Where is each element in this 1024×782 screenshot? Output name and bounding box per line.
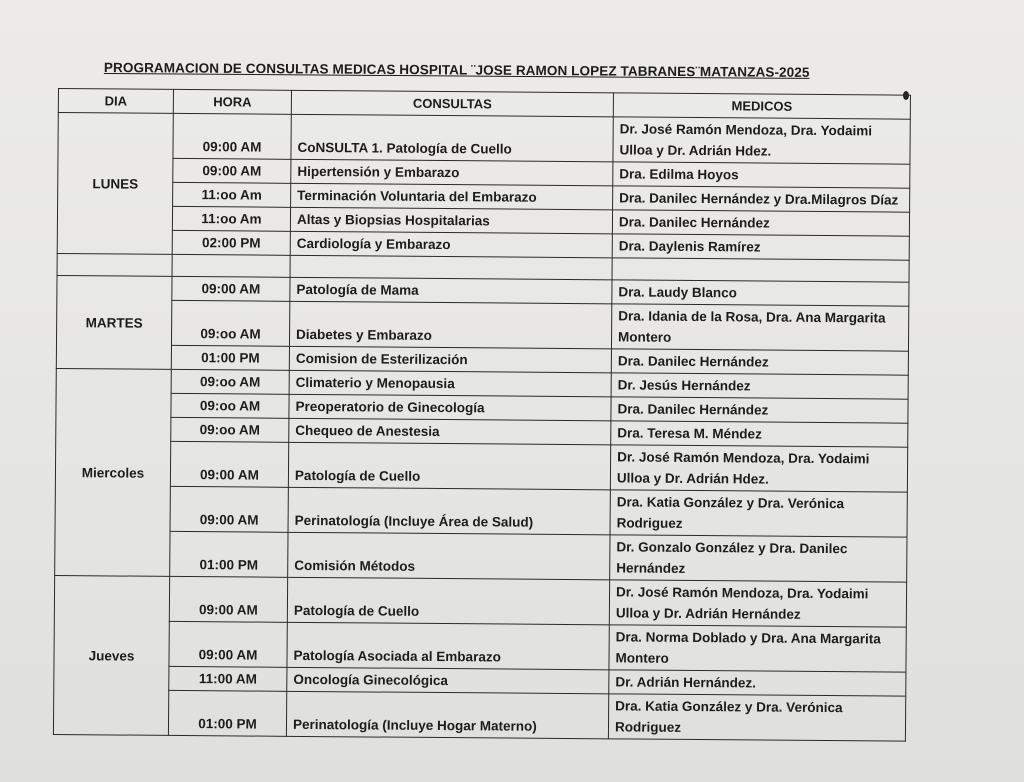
consulta-cell: Patología de Cuello [287, 577, 609, 625]
time-cell: 11:oo Am [172, 206, 290, 231]
medicos-cell: Dra. Laudy Blanco [612, 280, 909, 306]
time-cell: 01:00 PM [168, 690, 286, 736]
header-medicos: MEDICOS [613, 93, 910, 119]
medicos-cell: Dra. Idania de la Rosa, Dra. Ana Margarita Montero [611, 304, 908, 351]
medicos-cell: Dra. Danilec Hernández [611, 397, 908, 423]
consulta-cell: Perinatología (Incluye Área de Salud) [288, 487, 610, 535]
medicos-cell: Dr. Jesús Hernández [611, 373, 908, 399]
consulta-cell: Comision de Esterilización [289, 346, 611, 373]
medicos-cell: Dra. Danilec Hernández [612, 210, 909, 236]
time-cell: 01:00 PM [171, 345, 289, 370]
table-row [55, 530, 907, 582]
time-cell: 09:00 AM [173, 158, 291, 183]
time-cell: 09:oo AM [171, 369, 289, 394]
time-cell: 09:00 AM [169, 621, 287, 667]
schedule-table [53, 88, 911, 742]
consulta-cell: Chequeo de Anestesia [289, 418, 611, 445]
consulta-cell: Diabetes y Embarazo [289, 301, 611, 349]
consulta-cell: Patología de Cuello [288, 442, 610, 490]
consulta-cell: Altas y Biopsias Hospitalarias [290, 207, 612, 234]
table-row [54, 575, 906, 627]
medicos-cell: Dra. Norma Doblado y Dra. Ana Margarita Montero [609, 625, 906, 672]
time-cell: 09:00 AM [170, 441, 288, 487]
time-cell: 09:00 AM [170, 486, 288, 532]
consulta-cell: Preoperatorio de Ginecología [289, 394, 611, 421]
day-cell: LUNES [57, 113, 173, 255]
day-cell: Miercoles [55, 368, 172, 576]
table-row [54, 620, 906, 672]
consulta-cell: Patología Asociada al Embarazo [287, 622, 609, 670]
page-title: PROGRAMACION DE CONSULTAS MEDICAS HOSPITAL ¨JOSE RAMON LOPEZ TABRANES¨MATANZAS-2025 [103, 60, 810, 80]
table-row [53, 689, 905, 741]
medicos-cell: Dr. Adrián Hernández. [609, 670, 906, 696]
medicos-cell: Dr. José Ramón Mendoza, Dra. Yodaimi Ulloa y Dr. Adrián Hernández [609, 580, 906, 627]
medicos-cell: Dra. Teresa M. Méndez [611, 421, 908, 447]
medicos-cell: Dr. José Ramón Mendoza, Dra. Yodaimi Ulloa y Dr. Adrián Hdez. [613, 117, 910, 164]
header-consultas: CONSULTAS [291, 90, 613, 117]
consulta-cell: Comisión Métodos [288, 532, 610, 580]
time-cell: 09:oo AM [171, 393, 289, 418]
time-cell: 09:oo AM [171, 417, 289, 442]
time-cell: 09:00 AM [172, 276, 290, 301]
header-hora: HORA [173, 89, 291, 114]
table-row [55, 485, 907, 537]
day-cell: MARTES [56, 275, 172, 369]
time-cell: 09:00 AM [169, 576, 287, 622]
medicos-cell: Dr. José Ramón Mendoza, Dra. Yodaimi Ulloa y Dr. Adrián Hdez. [610, 445, 907, 492]
consulta-cell: Oncología Ginecológica [287, 667, 609, 694]
medicos-cell: Dra. Daylenis Ramírez [612, 234, 909, 260]
medicos-cell: Dra. Edilma Hoyos [613, 162, 910, 188]
consulta-cell: Climaterio y Menopausia [289, 370, 611, 397]
table-row [56, 299, 908, 351]
consulta-cell: Hipertensión y Embarazo [291, 159, 613, 186]
day-cell: Jueves [53, 575, 169, 735]
medicos-cell: Dr. Gonzalo González y Dra. Danilec Hernández [610, 535, 907, 582]
time-cell: 02:00 PM [172, 230, 290, 255]
consulta-cell: Cardiología y Embarazo [290, 231, 612, 258]
table-body [53, 113, 910, 742]
consulta-cell: Terminación Voluntaria del Embarazo [291, 183, 613, 210]
medicos-cell: Dra. Katia González y Dra. Verónica Rodriguez [610, 490, 907, 537]
table-row [55, 440, 907, 492]
time-cell: 09:oo AM [171, 300, 289, 346]
consulta-cell: CoNSULTA 1. Patología de Cuello [291, 114, 613, 162]
consulta-cell: Perinatología (Incluye Hogar Materno) [286, 691, 608, 739]
medicos-cell: Dra. Katia González y Dra. Verónica Rodriguez [608, 694, 905, 741]
schedule-table-wrapper [53, 88, 910, 742]
header-dia: DIA [58, 89, 173, 114]
medicos-cell: Dra. Danilec Hernández y Dra.Milagros Díaz [613, 186, 910, 212]
time-cell: 09:00 AM [173, 113, 291, 159]
time-cell: 11:00 AM [169, 666, 287, 691]
medicos-cell: Dra. Danilec Hernández [611, 349, 908, 375]
consulta-cell: Patología de Mama [290, 277, 612, 304]
time-cell: 11:oo Am [173, 182, 291, 207]
time-cell: 01:00 PM [170, 531, 288, 577]
table-row [58, 113, 910, 165]
